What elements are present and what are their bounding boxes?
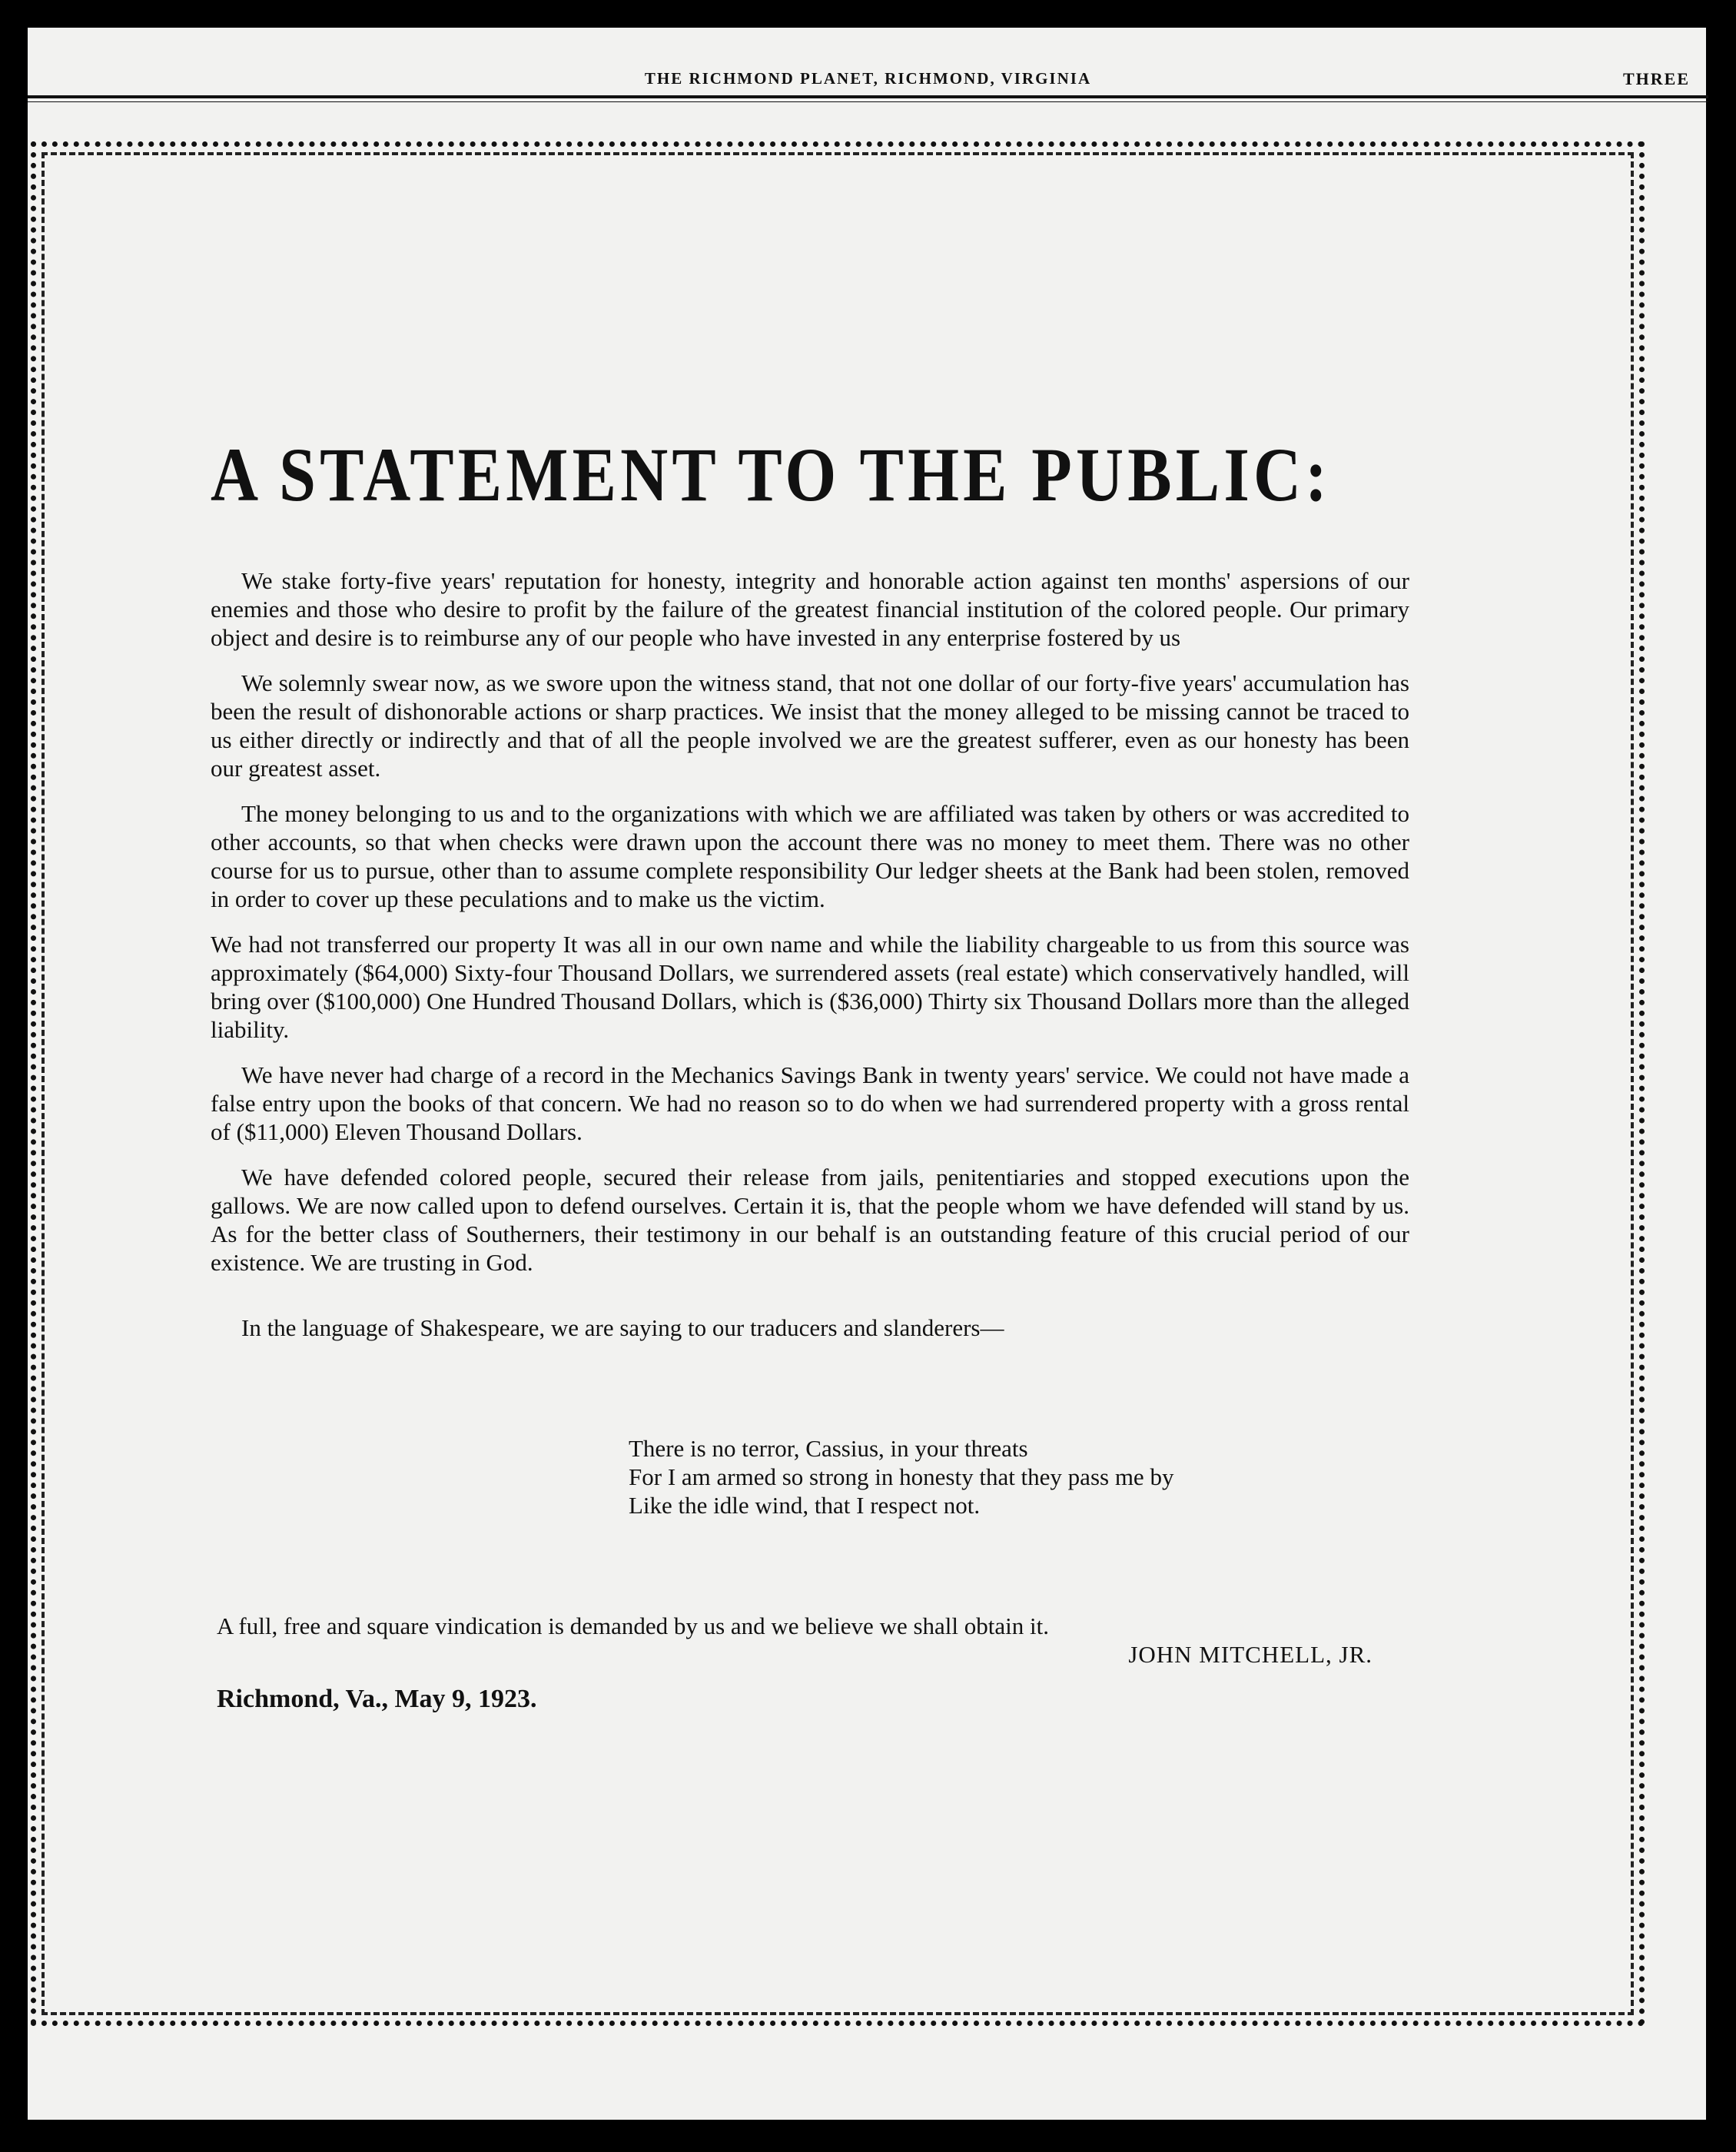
shakespeare-quote — [629, 1434, 1409, 1519]
verse-line: There is no terror, Cassius, in your threats — [629, 1435, 1028, 1462]
paragraph-defense: We have defended colored people, secured their release from jails, penitentiaries and stopped executions upon the gallows. We are now called upon to defend ourselves. Certain it is, that the people whom we have defended will stand by us. As for the better class of Southerners, their testimony in our behalf is an outstanding feature of this crucial period of our existence. We are trusting in God. — [211, 1164, 1409, 1276]
shakespeare-intro: In the language of Shakespeare, we are saying to our traducers and slanderers— — [241, 1314, 1004, 1341]
paragraph-oath: We solemnly swear now, as we swore upon the witness stand, that not one dollar of our forty-five years' accumulation has been the result of dishonorable actions or sharp practices. We insist that the money alleged to be missing cannot be traced to us either directly or indirectly and that of all the people involved we are the greatest sufferer, even as our honesty has been our greatest asset. — [211, 669, 1409, 782]
verse-line: Like the idle wind, that I respect not. — [629, 1492, 981, 1519]
masthead: THE RICHMOND PLANET, RICHMOND, VIRGINIA — [644, 69, 1092, 88]
dateline: Richmond, Va., May 9, 1923. — [217, 1685, 537, 1713]
page-number: THREE — [1622, 69, 1690, 88]
paragraph-money: The money belonging to us and to the organizations with which we are affiliated was taken by others or was accredited to other accounts, so that when checks were drawn upon the account there was no money to meet them. There was no other course for us to pursue, other than to assume complete responsibility Our ledger sheets at the Bank had been stolen, removed in order to cover up these peculations and to make us the victim. — [211, 800, 1409, 912]
header-rule — [28, 95, 1708, 102]
paragraph-reputation: We stake forty-five years' reputation for honesty, integrity and honorable action against ten months' aspersions of our enemies and those who desire to profit by the failure of the greatest financial institution of the colored people. Our primary object and desire is to reimburse any of our people who have invested in any enterprise fostered by us — [211, 567, 1409, 651]
signature: JOHN MITCHELL, JR. — [1128, 1641, 1373, 1668]
paragraph-property: We had not transferred our property It was all in our own name and while the liability chargeable to us from this source was approximately ($64,000) Sixty-four Thousand Dollars, we surrendered assets (real estate) which conservatively handled, will bring over ($100,000) One Hundred Thousand Dollars, which is ($36,000) Thirty six Thousand Dollars more than the alleged liability. — [211, 931, 1409, 1043]
page-header — [28, 69, 1708, 109]
statement-article — [211, 430, 1409, 1715]
closing-statement: A full, free and square vindication is demanded by us and we believe we shall obtain it. — [217, 1612, 1049, 1639]
paragraph-bank-record: We have never had charge of a record in the Mechanics Savings Bank in twenty years' service. We could not have made a false entry upon the books of that concern. We had no reason so to do when we had surrendered property with a gross rental of ($11,000) Eleven Thousand Dollars. — [211, 1061, 1409, 1145]
article-title: A STATEMENT TO THE PUBLIC: — [211, 432, 1332, 517]
verse-line: For I am armed so strong in honesty that they pass me by — [629, 1463, 1174, 1490]
